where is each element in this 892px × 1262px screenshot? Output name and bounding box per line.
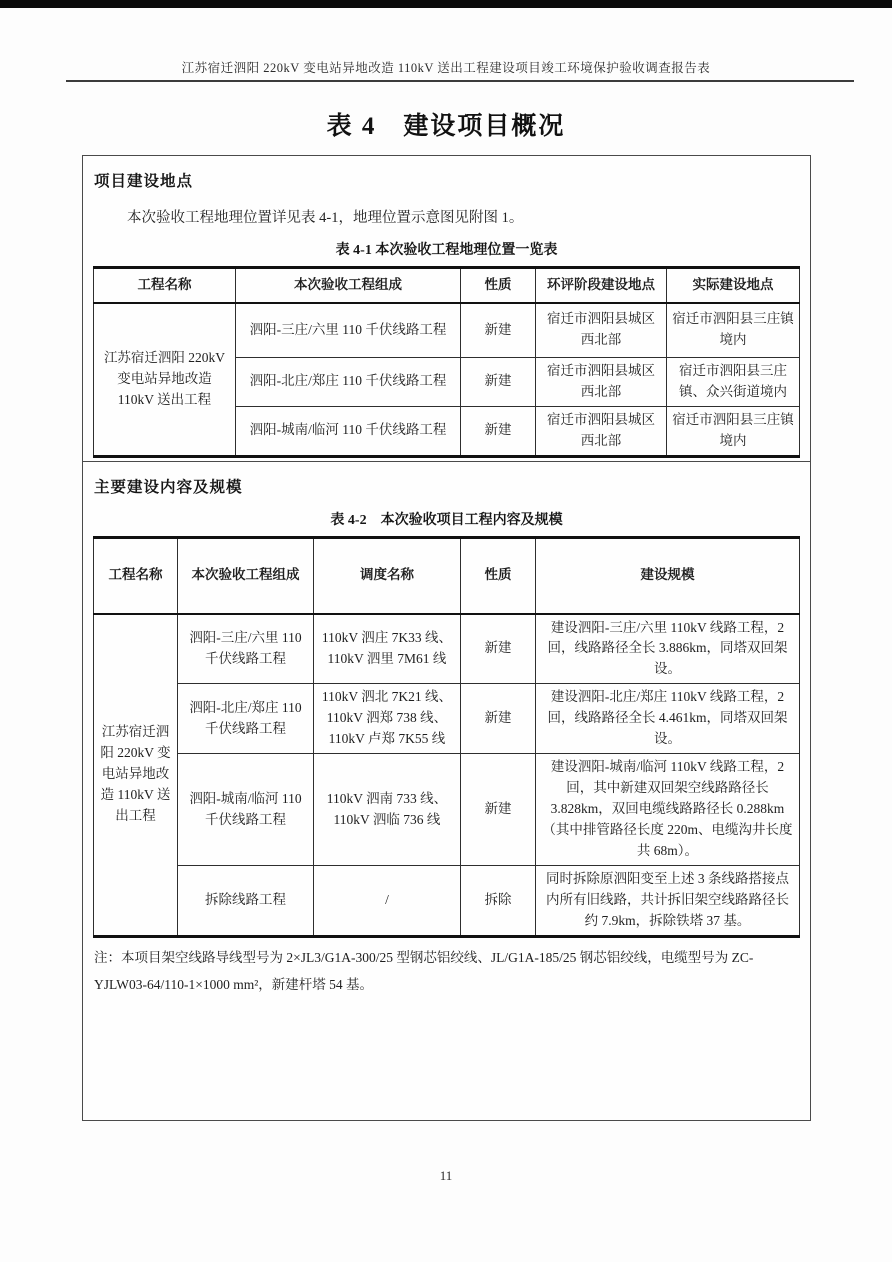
table-4-2 — [93, 536, 800, 938]
eia-location-cell: 宿迁市泗阳县城区西北部 — [536, 358, 667, 407]
composition-cell: 泗阳-城南/临河 110 千伏线路工程 — [178, 754, 314, 866]
eia-location-cell: 宿迁市泗阳县城区西北部 — [536, 303, 667, 358]
scale-cell: 建设泗阳-城南/临河 110kV 线路工程，2 回，其中新建双回架空线路路径长 3.828km，双回电缆线路路径长 0.288km（其中排管路径长度 220m、电缆沟井长度共 68m）。 — [536, 754, 800, 866]
actual-location-cell: 宿迁市泗阳县三庄镇、众兴街道境内 — [667, 358, 800, 407]
table-row — [94, 684, 800, 754]
table-4-2-header-row — [94, 538, 800, 614]
col-header-eia-location: 环评阶段建设地点 — [536, 268, 667, 303]
scale-cell: 同时拆除原泗阳变至上述 3 条线路搭接点内所有旧线路，共计拆旧架空线路路径长约 7.9km，拆除铁塔 37 基。 — [536, 865, 800, 936]
nature-cell: 新建 — [461, 358, 536, 407]
col-header-scale: 建设规模 — [536, 538, 800, 614]
col-header-composition: 本次验收工程组成 — [236, 268, 461, 303]
table-4-1-caption: 表 4-1 本次验收工程地理位置一览表 — [335, 243, 558, 258]
nature-cell: 新建 — [461, 684, 536, 754]
composition-cell: 泗阳-北庄/郑庄 110 千伏线路工程 — [178, 684, 314, 754]
table-4-1 — [93, 266, 800, 458]
nature-cell: 拆除 — [461, 865, 536, 936]
composition-cell: 泗阳-三庄/六里 110 千伏线路工程 — [236, 303, 461, 358]
composition-cell: 泗阳-三庄/六里 110 千伏线路工程 — [178, 614, 314, 684]
table-row — [94, 614, 800, 684]
composition-cell: 拆除线路工程 — [178, 865, 314, 936]
actual-location-cell: 宿迁市泗阳县三庄镇境内 — [667, 303, 800, 358]
col-header-dispatch-name: 调度名称 — [314, 538, 461, 614]
table-row — [94, 865, 800, 936]
col-header-project-name: 工程名称 — [94, 538, 178, 614]
table-row — [94, 303, 800, 358]
dispatch-cell: 110kV 泗北 7K21 线、110kV 泗郑 738 线、110kV 卢郑 7K55 线 — [314, 684, 461, 754]
table-4-2-footnote: 注：本项目架空线路导线型号为 2×JL3/G1A-300/25 型钢芯铝绞线、JL/G1A-185/25 钢芯铝绞线，电缆型号为 ZC-YJLW03-64/110-1×1000 mm²，新建杆塔 54 基。 — [94, 949, 754, 993]
col-header-project-name: 工程名称 — [94, 268, 236, 303]
scale-cell: 建设泗阳-北庄/郑庄 110kV 线路工程，2 回，线路路径全长 4.461km，同塔双回架设。 — [536, 684, 800, 754]
document-running-header: 江苏宿迁泗阳 220kV 变电站异地改造 110kV 送出工程建设项目竣工环境保护验收调查报告表 — [181, 61, 711, 75]
composition-cell: 泗阳-北庄/郑庄 110 千伏线路工程 — [236, 358, 461, 407]
col-header-nature: 性质 — [461, 268, 536, 303]
section-construction-scale — [83, 462, 810, 1120]
table-4-2-caption: 表 4-2 本次验收项目工程内容及规模 — [330, 513, 563, 528]
nature-cell: 新建 — [461, 406, 536, 456]
report-form-box — [82, 155, 811, 1121]
scale-cell: 建设泗阳-三庄/六里 110kV 线路工程，2 回，线路路径全长 3.886km，同塔双回架设。 — [536, 614, 800, 684]
page-title: 表 4 建设项目概况 — [326, 113, 566, 140]
col-header-nature: 性质 — [461, 538, 536, 614]
dispatch-cell: 110kV 泗庄 7K33 线、110kV 泗里 7M61 线 — [314, 614, 461, 684]
col-header-composition: 本次验收工程组成 — [178, 538, 314, 614]
nature-cell: 新建 — [461, 614, 536, 684]
project-name-cell: 江苏宿迁泗阳 220kV 变电站异地改造 110kV 送出工程 — [94, 614, 178, 937]
table-4-1-header-row — [94, 268, 800, 303]
section1-body-text: 本次验收工程地理位置详见表 4-1，地理位置示意图见附图 1。 — [127, 210, 524, 226]
actual-location-cell: 宿迁市泗阳县三庄镇境内 — [667, 406, 800, 456]
composition-cell: 泗阳-城南/临河 110 千伏线路工程 — [236, 406, 461, 456]
section-project-location — [83, 156, 810, 462]
table-row — [94, 754, 800, 866]
page-number: 11 — [439, 1168, 453, 1183]
section1-heading: 项目建设地点 — [94, 173, 194, 190]
section2-heading: 主要建设内容及规模 — [94, 479, 243, 496]
project-name-cell: 江苏宿迁泗阳 220kV 变电站异地改造 110kV 送出工程 — [94, 303, 236, 457]
dispatch-cell: / — [314, 865, 461, 936]
eia-location-cell: 宿迁市泗阳县城区西北部 — [536, 406, 667, 456]
nature-cell: 新建 — [461, 754, 536, 866]
scan-edge-bar — [0, 0, 892, 8]
dispatch-cell: 110kV 泗南 733 线、110kV 泗临 736 线 — [314, 754, 461, 866]
header-divider — [66, 80, 854, 82]
nature-cell: 新建 — [461, 303, 536, 358]
col-header-actual-location: 实际建设地点 — [667, 268, 800, 303]
